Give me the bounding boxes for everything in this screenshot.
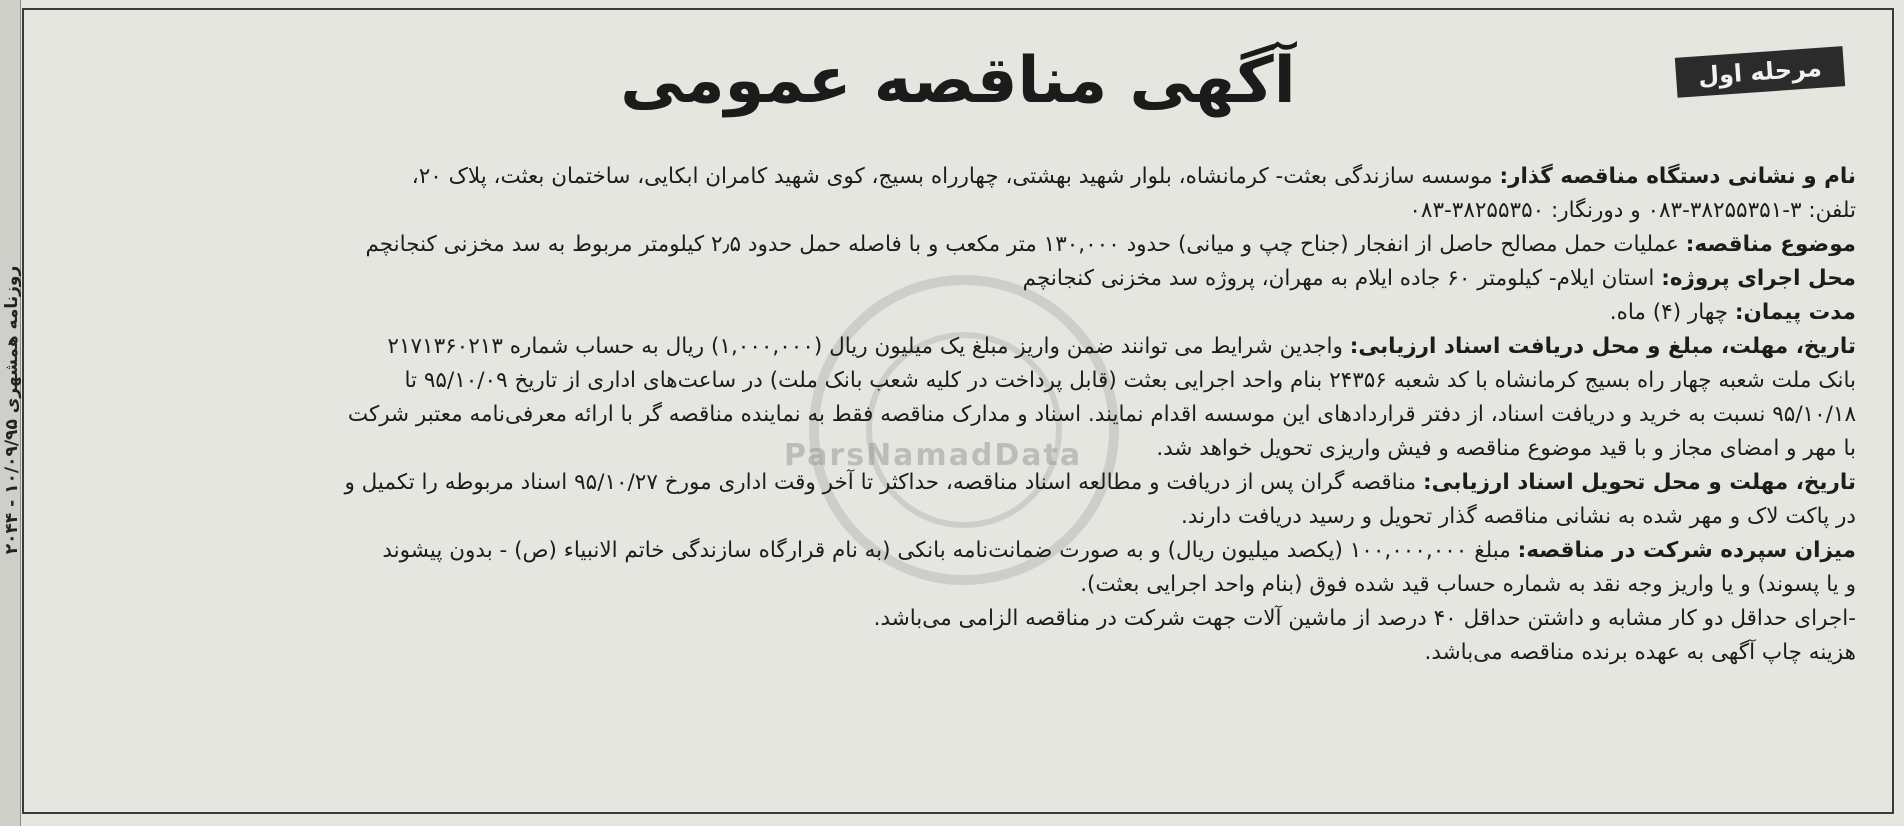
notice-line bbox=[64, 228, 1856, 262]
section-text: واجدین شرایط می توانند ضمن واریز مبلغ یک میلیون ریال (۱,۰۰۰,۰۰۰) ریال به حساب شماره ۲۱۷۱۳۶۰۲۱۳ bbox=[387, 334, 1350, 359]
notice-section bbox=[64, 534, 1856, 602]
section-text: موسسه سازندگی بعثت- کرمانشاه، بلوار شهید بهشتی، چهارراه بسیج، کوی شهید کامران ابکایی، ساختمان بعثت، پلاک ۲۰، bbox=[411, 164, 1500, 189]
section-text: -اجرای حداقل دو کار مشابه و داشتن حداقل ۴۰ درصد از ماشین آلات جهت شرکت در مناقصه الزامی می‌باشد. bbox=[873, 606, 1856, 631]
section-label: میزان سپرده شرکت در مناقصه: bbox=[1517, 538, 1856, 563]
notice-frame bbox=[22, 8, 1894, 814]
section-text: چهار (۴) ماه. bbox=[1609, 300, 1735, 325]
notice-line bbox=[64, 568, 1856, 602]
notice-line bbox=[64, 296, 1856, 330]
notice-line bbox=[64, 500, 1856, 534]
notice-section bbox=[64, 296, 1856, 330]
section-text: در پاکت لاک و مهر شده به نشانی مناقصه گذار تحویل و رسید دریافت دارند. bbox=[1181, 504, 1856, 529]
section-text: و یا پسوند) و یا واریز وجه نقد به شماره حساب قید شده فوق (بنام واحد اجرایی بعثت). bbox=[1080, 572, 1856, 597]
section-label: محل اجرای پروژه: bbox=[1661, 266, 1856, 291]
notice-section bbox=[64, 636, 1856, 670]
notice-line bbox=[64, 534, 1856, 568]
notice-line bbox=[64, 364, 1856, 398]
notice-line bbox=[64, 636, 1856, 670]
watermark-text: ParsNamadData bbox=[784, 438, 1083, 473]
side-strip-text: روزنامه همشهری ۱۰/۰۹/۹۵ - ۲۰۴۴ bbox=[2, 265, 22, 555]
section-text: بانک ملت شعبه چهار راه بسیج کرمانشاه با کد شعبه ۲۴۳۵۶ بنام واحد اجرایی بعثت (قابل پرداخت در کلیه شعب بانک ملت) در ساعت‌های اداری از تاریخ ۹۵/۱۰/۰۹ تا bbox=[404, 368, 1856, 393]
notice-line bbox=[64, 602, 1856, 636]
section-text: مناقصه گران پس از دریافت و مطالعه اسناد مناقصه، حداکثر تا آخر وقت اداری مورخ ۹۵/۱۰/۲۷ اسناد مربوطه را تکمیل و bbox=[344, 470, 1424, 495]
section-text: ۹۵/۱۰/۱۸ نسبت به خرید و دریافت اسناد، از دفتر قراردادهای این موسسه اقدام نمایند. اسناد و مدارک مناقصه فقط به نماینده مناقصه گر با ارائه معرفی‌نامه معتبر شرکت bbox=[347, 402, 1856, 427]
section-label: نام و نشانی دستگاه مناقصه گذار: bbox=[1499, 164, 1856, 189]
notice-line bbox=[64, 432, 1856, 466]
notice-section bbox=[64, 330, 1856, 466]
notice-line bbox=[64, 330, 1856, 364]
notice-line bbox=[64, 194, 1856, 228]
stage-badge: مرحله اول bbox=[1675, 46, 1845, 98]
notice-line bbox=[64, 398, 1856, 432]
section-label: تاریخ، مهلت، مبلغ و محل دریافت اسناد ارزیابی: bbox=[1349, 334, 1856, 359]
notice-line bbox=[64, 466, 1856, 500]
notice-section bbox=[64, 262, 1856, 296]
side-strip bbox=[0, 0, 21, 826]
notice-line bbox=[64, 160, 1856, 194]
notice-section bbox=[64, 466, 1856, 534]
section-label: تاریخ، مهلت و محل تحویل اسناد ارزیابی: bbox=[1423, 470, 1856, 495]
section-text: مبلغ ۱۰۰,۰۰۰,۰۰۰ (یکصد میلیون ریال) و به صورت ضمانت‌نامه بانکی (به نام قرارگاه سازندگی خاتم الانبیاء (ص) - بدون پیشوند bbox=[382, 538, 1518, 563]
notice-section bbox=[64, 602, 1856, 636]
section-text: عملیات حمل مصالح حاصل از انفجار (جناح چپ و میانی) حدود ۱۳۰,۰۰۰ متر مکعب و با فاصله حمل حدود ۲٫۵ کیلومتر مربوط به سد مخزنی کنجانچم bbox=[365, 232, 1686, 257]
notice-body bbox=[64, 160, 1856, 670]
section-label: مدت پیمان: bbox=[1734, 300, 1856, 325]
notice-section bbox=[64, 160, 1856, 228]
section-label: موضوع مناقصه: bbox=[1685, 232, 1856, 257]
section-text: تلفن: ۳-۳۸۲۵۵۳۵۱-۰۸۳ و دورنگار: ۳۸۲۵۵۳۵۰-۰۸۳ bbox=[1409, 198, 1856, 223]
section-text: با مهر و امضای مجاز و با قید موضوع مناقصه و فیش واریزی تحویل خواهد شد. bbox=[1156, 436, 1856, 461]
section-text: هزینه چاپ آگهی به عهده برنده مناقصه می‌باشد. bbox=[1424, 640, 1856, 665]
notice-line bbox=[64, 262, 1856, 296]
notice-title: آگهی مناقصه عمومی bbox=[620, 44, 1296, 118]
section-text: استان ایلام- کیلومتر ۶۰ جاده ایلام به مهران، پروژه سد مخزنی کنجانچم bbox=[1022, 266, 1662, 291]
notice-section bbox=[64, 228, 1856, 262]
